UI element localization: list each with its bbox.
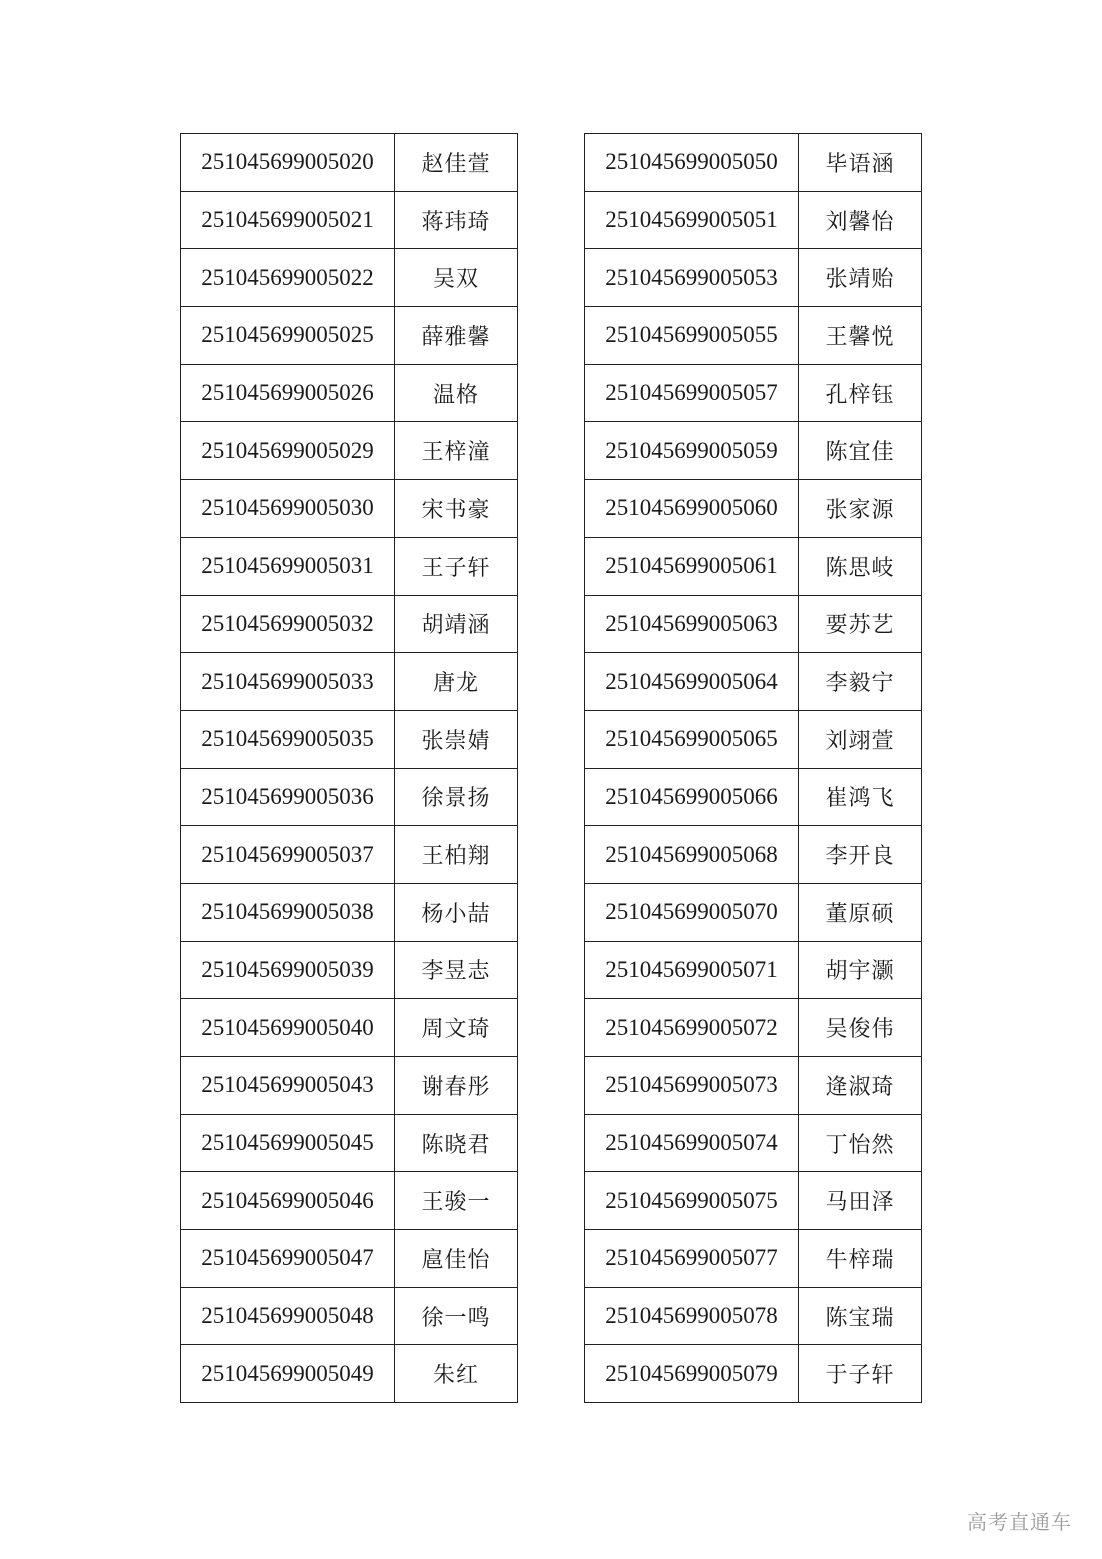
- candidate-name-cell: 徐景扬: [395, 768, 518, 826]
- left-table-row: [181, 1345, 518, 1403]
- candidate-name-cell: 胡靖涵: [395, 595, 518, 653]
- candidate-name-cell: 陈思岐: [799, 537, 922, 595]
- candidate-name-cell: 温格: [395, 364, 518, 422]
- candidate-id-cell: 251045699005060: [585, 480, 799, 538]
- candidate-name-cell: 张家源: [799, 480, 922, 538]
- right-roster-body: [585, 134, 922, 1403]
- left-table-row: [181, 1172, 518, 1230]
- candidate-id-cell: 251045699005043: [181, 1057, 395, 1115]
- candidate-name-cell: 蒋玮琦: [395, 191, 518, 249]
- candidate-id-cell: 251045699005029: [181, 422, 395, 480]
- candidate-name-cell: 要苏艺: [799, 595, 922, 653]
- candidate-id-cell: 251045699005051: [585, 191, 799, 249]
- candidate-id-cell: 251045699005078: [585, 1287, 799, 1345]
- candidate-id-cell: 251045699005046: [181, 1172, 395, 1230]
- candidate-id-cell: 251045699005059: [585, 422, 799, 480]
- left-table-row: [181, 249, 518, 307]
- candidate-id-cell: 251045699005033: [181, 653, 395, 711]
- candidate-name-cell: 马田泽: [799, 1172, 922, 1230]
- left-table-row: [181, 653, 518, 711]
- candidate-id-cell: 251045699005055: [585, 307, 799, 365]
- candidate-name-cell: 李毅宁: [799, 653, 922, 711]
- candidate-id-cell: 251045699005031: [181, 537, 395, 595]
- left-table-row: [181, 191, 518, 249]
- candidate-id-cell: 251045699005070: [585, 883, 799, 941]
- candidate-name-cell: 王梓潼: [395, 422, 518, 480]
- candidate-id-cell: 251045699005039: [181, 941, 395, 999]
- candidate-id-cell: 251045699005047: [181, 1230, 395, 1288]
- candidate-name-cell: 崔鸿飞: [799, 768, 922, 826]
- right-table-row: [585, 1057, 922, 1115]
- candidate-name-cell: 薛雅馨: [395, 307, 518, 365]
- candidate-name-cell: 刘翊萱: [799, 710, 922, 768]
- candidate-id-cell: 251045699005030: [181, 480, 395, 538]
- candidate-name-cell: 王柏翔: [395, 826, 518, 884]
- right-table-row: [585, 883, 922, 941]
- candidate-id-cell: 251045699005050: [585, 134, 799, 192]
- candidate-id-cell: 251045699005038: [181, 883, 395, 941]
- candidate-name-cell: 胡宇灏: [799, 941, 922, 999]
- candidate-id-cell: 251045699005022: [181, 249, 395, 307]
- candidate-name-cell: 陈晓君: [395, 1114, 518, 1172]
- right-table-row: [585, 422, 922, 480]
- candidate-name-cell: 张靖贻: [799, 249, 922, 307]
- candidate-id-cell: 251045699005072: [585, 999, 799, 1057]
- right-table-row: [585, 1345, 922, 1403]
- candidate-id-cell: 251045699005026: [181, 364, 395, 422]
- right-table-row: [585, 653, 922, 711]
- candidate-id-cell: 251045699005035: [181, 710, 395, 768]
- left-table-row: [181, 883, 518, 941]
- candidate-id-cell: 251045699005036: [181, 768, 395, 826]
- left-roster-table: [180, 133, 518, 1403]
- left-table-row: [181, 1057, 518, 1115]
- left-table-row: [181, 999, 518, 1057]
- candidate-name-cell: 王骏一: [395, 1172, 518, 1230]
- candidate-id-cell: 251045699005020: [181, 134, 395, 192]
- candidate-id-cell: 251045699005057: [585, 364, 799, 422]
- candidate-id-cell: 251045699005064: [585, 653, 799, 711]
- candidate-name-cell: 逄淑琦: [799, 1057, 922, 1115]
- candidate-id-cell: 251045699005068: [585, 826, 799, 884]
- right-table-row: [585, 1230, 922, 1288]
- left-roster-body: [181, 134, 518, 1403]
- candidate-name-cell: 丁怡然: [799, 1114, 922, 1172]
- right-table-row: [585, 191, 922, 249]
- left-table-row: [181, 1114, 518, 1172]
- candidate-id-cell: 251045699005061: [585, 537, 799, 595]
- candidate-id-cell: 251045699005063: [585, 595, 799, 653]
- candidate-name-cell: 王馨悦: [799, 307, 922, 365]
- right-table-row: [585, 307, 922, 365]
- candidate-name-cell: 朱红: [395, 1345, 518, 1403]
- candidate-id-cell: 251045699005040: [181, 999, 395, 1057]
- right-table-row: [585, 826, 922, 884]
- candidate-id-cell: 251045699005073: [585, 1057, 799, 1115]
- candidate-id-cell: 251045699005066: [585, 768, 799, 826]
- candidate-name-cell: 张崇婧: [395, 710, 518, 768]
- candidate-id-cell: 251045699005049: [181, 1345, 395, 1403]
- left-table-row: [181, 1230, 518, 1288]
- candidate-name-cell: 吴俊伟: [799, 999, 922, 1057]
- candidate-id-cell: 251045699005071: [585, 941, 799, 999]
- right-table-row: [585, 1114, 922, 1172]
- right-table-row: [585, 1172, 922, 1230]
- right-table-row: [585, 364, 922, 422]
- candidate-id-cell: 251045699005048: [181, 1287, 395, 1345]
- left-table-row: [181, 307, 518, 365]
- candidate-name-cell: 董原硕: [799, 883, 922, 941]
- candidate-name-cell: 吴双: [395, 249, 518, 307]
- right-table-row: [585, 249, 922, 307]
- left-table-row: [181, 595, 518, 653]
- candidate-name-cell: 于子轩: [799, 1345, 922, 1403]
- right-table-row: [585, 1287, 922, 1345]
- right-roster-table: [584, 133, 922, 1403]
- candidate-id-cell: 251045699005075: [585, 1172, 799, 1230]
- candidate-id-cell: 251045699005025: [181, 307, 395, 365]
- candidate-id-cell: 251045699005053: [585, 249, 799, 307]
- candidate-name-cell: 谢春彤: [395, 1057, 518, 1115]
- candidate-id-cell: 251045699005032: [181, 595, 395, 653]
- left-table-row: [181, 537, 518, 595]
- candidate-name-cell: 陈宝瑞: [799, 1287, 922, 1345]
- watermark-text: 高考直通车: [967, 1510, 1072, 1534]
- candidate-name-cell: 唐龙: [395, 653, 518, 711]
- left-table-row: [181, 364, 518, 422]
- candidate-name-cell: 毕语涵: [799, 134, 922, 192]
- right-table-row: [585, 595, 922, 653]
- right-table-row: [585, 999, 922, 1057]
- candidate-id-cell: 251045699005079: [585, 1345, 799, 1403]
- candidate-name-cell: 刘馨怡: [799, 191, 922, 249]
- left-table-row: [181, 941, 518, 999]
- candidate-id-cell: 251045699005045: [181, 1114, 395, 1172]
- candidate-name-cell: 杨小喆: [395, 883, 518, 941]
- left-table-row: [181, 480, 518, 538]
- candidate-id-cell: 251045699005065: [585, 710, 799, 768]
- candidate-name-cell: 孔梓钰: [799, 364, 922, 422]
- right-table-row: [585, 941, 922, 999]
- left-table-row: [181, 710, 518, 768]
- candidate-name-cell: 徐一鸣: [395, 1287, 518, 1345]
- candidate-name-cell: 李开良: [799, 826, 922, 884]
- right-table-row: [585, 768, 922, 826]
- candidate-id-cell: 251045699005077: [585, 1230, 799, 1288]
- left-table-row: [181, 1287, 518, 1345]
- candidate-name-cell: 扈佳怡: [395, 1230, 518, 1288]
- candidate-name-cell: 周文琦: [395, 999, 518, 1057]
- candidate-name-cell: 王子轩: [395, 537, 518, 595]
- candidate-name-cell: 赵佳萱: [395, 134, 518, 192]
- left-table-row: [181, 134, 518, 192]
- right-table-row: [585, 480, 922, 538]
- candidate-name-cell: 牛梓瑞: [799, 1230, 922, 1288]
- left-table-row: [181, 422, 518, 480]
- candidate-name-cell: 李昱志: [395, 941, 518, 999]
- candidate-name-cell: 陈宜佳: [799, 422, 922, 480]
- left-table-row: [181, 826, 518, 884]
- candidate-id-cell: 251045699005021: [181, 191, 395, 249]
- candidate-name-cell: 宋书豪: [395, 480, 518, 538]
- left-table-row: [181, 768, 518, 826]
- right-table-row: [585, 134, 922, 192]
- right-table-row: [585, 710, 922, 768]
- candidate-id-cell: 251045699005037: [181, 826, 395, 884]
- candidate-id-cell: 251045699005074: [585, 1114, 799, 1172]
- right-table-row: [585, 537, 922, 595]
